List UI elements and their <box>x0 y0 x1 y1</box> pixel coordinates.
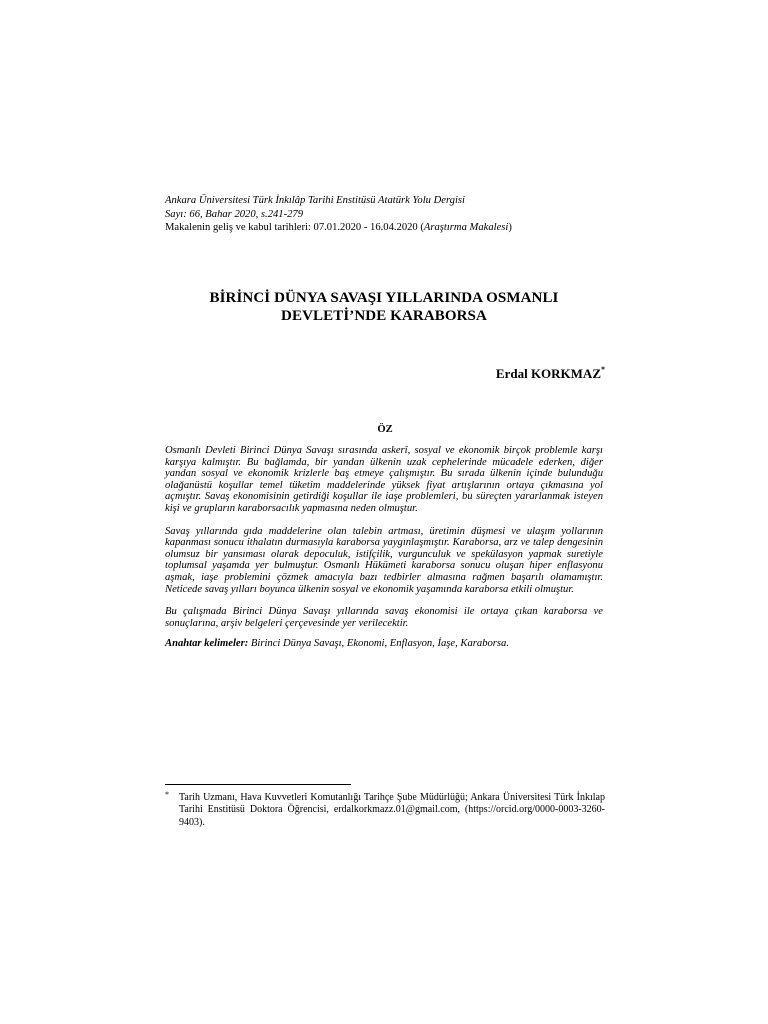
submission-dates <box>165 221 605 235</box>
footnote-text: Tarih Uzmanı, Hava Kuvvetleri Komutanlığı Tarihçe Şube Müdürlüğü; Ankara Üniversitesi Türk İnkılap Tarihi Enstitüsü Doktora Öğrencisi, erdalkorkmazz.01@gmail.com, (https://orcid.org/0000-0003-3260-9403). <box>179 792 605 828</box>
article-title <box>150 289 618 325</box>
submission-dates-close: ) <box>508 222 512 233</box>
author-text: Erdal KORKMAZ <box>495 366 601 381</box>
journal-name: Ankara Üniversitesi Türk İnkılâp Tarihi Enstitüsü Atatürk Yolu Dergisi <box>165 195 465 206</box>
abstract-paragraph-1: Osmanlı Devleti Birinci Dünya Savaşı sırasında askerî, sosyal ve ekonomik birçok problemle karşı karşıya kalmıştır. Bu bağlamda, bir yandan ülkenin uzak cephelerinde mücadele ederken, diğer yandan sosyal ve ekonomik krizlerle baş etmeye çalışmıştır. Bu sırada ülkenin içinde bulunduğu olağanüstü koşullar temel tüketim maddelerinde yüksek fiyat artışlarının ortaya çıkmasına yol açmıştır. Savaş ekonomisinin getirdiği koşullar ile iaşe problemleri, bu süreçten yararlanmak isteyen kişi ve grupların karaborsacılık yapmasına neden olmuştur. <box>165 445 603 514</box>
footnote-mark: * <box>165 790 169 799</box>
article-title-line-1: BİRİNCİ DÜNYA SAVAŞI YILLARINDA OSMANLI <box>209 290 559 306</box>
keywords-text: Birinci Dünya Savaşı, Ekonomi, Enflasyon, İaşe, Karaborsa. <box>248 638 509 650</box>
abstract-paragraph-2: Savaş yıllarında gıda maddelerine olan talebin artması, üretimin düşmesi ve ulaşım yollarının kapanması sonucu ithalatın durmasıyla karaborsa yaygınlaşmıştır. Karaborsa, arz ve talep dengesinin olumsuz bir yansıması olarak depoculuk, istifçilik, vurgunculuk ve spekülasyon yapmak suretiyle toplumsal yaşamda yer bulmuştur. Osmanlı Hükümeti karaborsa sonucu oluşan hiper enflasyonu aşmak, iaşe problemini çözmek amacıyla bazı tedbirler almasına rağmen başarılı olamamıştır. Neticede savaş yılları boyunca ülkenin sosyal ve ekonomik yaşamında karaborsa etkili olmuştur. <box>165 525 603 595</box>
article-type: Araştırma Makalesi <box>423 222 509 233</box>
abstract-heading: ÖZ <box>377 424 393 435</box>
submission-dates-text: Makalenin geliş ve kabul tarihleri: 07.01.2020 - 16.04.2020 ( <box>165 222 424 233</box>
footnote-divider <box>165 784 351 785</box>
journal-issue: Sayı: 66, Bahar 2020, s.241-279 <box>165 208 304 220</box>
keywords <box>165 638 603 650</box>
journal-header <box>165 194 605 235</box>
author-name <box>300 366 605 382</box>
abstract-paragraph-3: Bu çalışmada Birinci Dünya Savaşı yıllarında savaş ekonomisi ile ortaya çıkan karaborsa ve sonuçlarına, arşiv belgeleri çerçevesinde yer verilecektir. <box>165 606 603 629</box>
keywords-label: Anahtar kelimeler: <box>165 638 249 650</box>
abstract-body <box>165 445 603 661</box>
article-title-line-2: DEVLETİ’NDE KARABORSA <box>281 308 487 324</box>
footnote <box>165 792 605 829</box>
author-footnote-mark: * <box>601 365 605 374</box>
